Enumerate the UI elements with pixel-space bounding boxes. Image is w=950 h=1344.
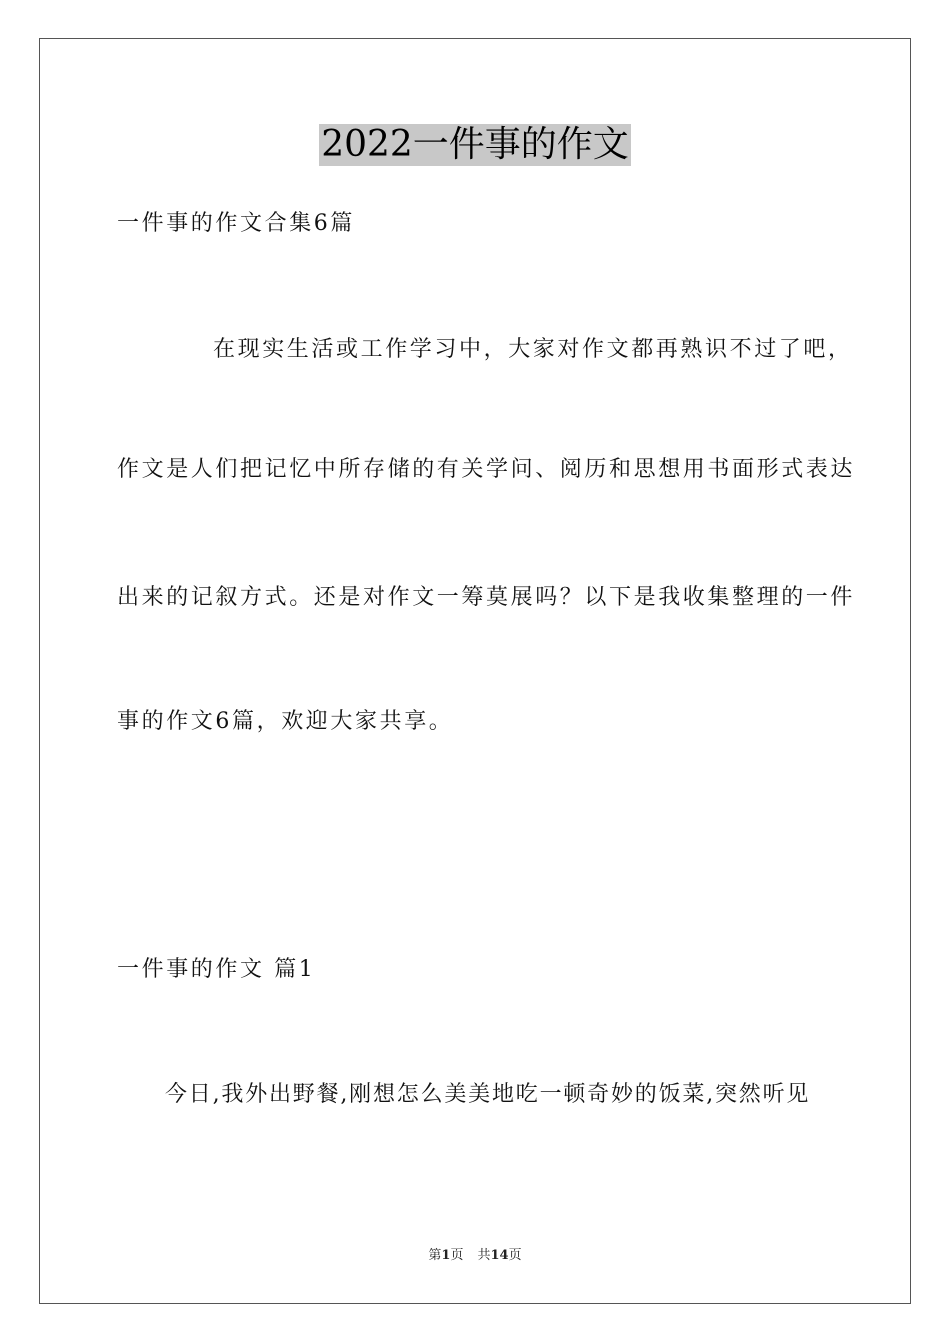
footer-total-prefix: 共 — [477, 1248, 491, 1263]
footer-page-suffix: 页 — [450, 1248, 464, 1263]
intro-line-4: 事的作文6篇，欢迎大家共享。 — [117, 709, 454, 734]
document-subtitle: 一件事的作文合集6篇 — [117, 211, 355, 236]
footer-page-prefix: 第 — [428, 1248, 442, 1263]
intro-line-2: 作文是人们把记忆中所存储的有关学问、阅历和思想用书面形式表达 — [117, 457, 856, 482]
intro-line-1: 在现实生活或工作学习中，大家对作文都再熟识不过了吧， — [213, 337, 853, 362]
title-container — [0, 124, 950, 166]
footer-total-suffix: 页 — [508, 1248, 522, 1263]
document-title: 2022一件事的作文 — [321, 124, 629, 165]
section-body-line-1: 今日,我外出野餐,刚想怎么美美地吃一顿奇妙的饭菜,突然听见 — [165, 1082, 811, 1107]
page-footer — [0, 1247, 950, 1265]
section-heading: 一件事的作文 篇1 — [117, 957, 316, 982]
footer-page-number: 1 — [441, 1248, 451, 1263]
footer-total-pages: 14 — [490, 1248, 509, 1263]
intro-line-3: 出来的记叙方式。还是对作文一筹莫展吗？以下是我收集整理的一件 — [117, 585, 856, 610]
